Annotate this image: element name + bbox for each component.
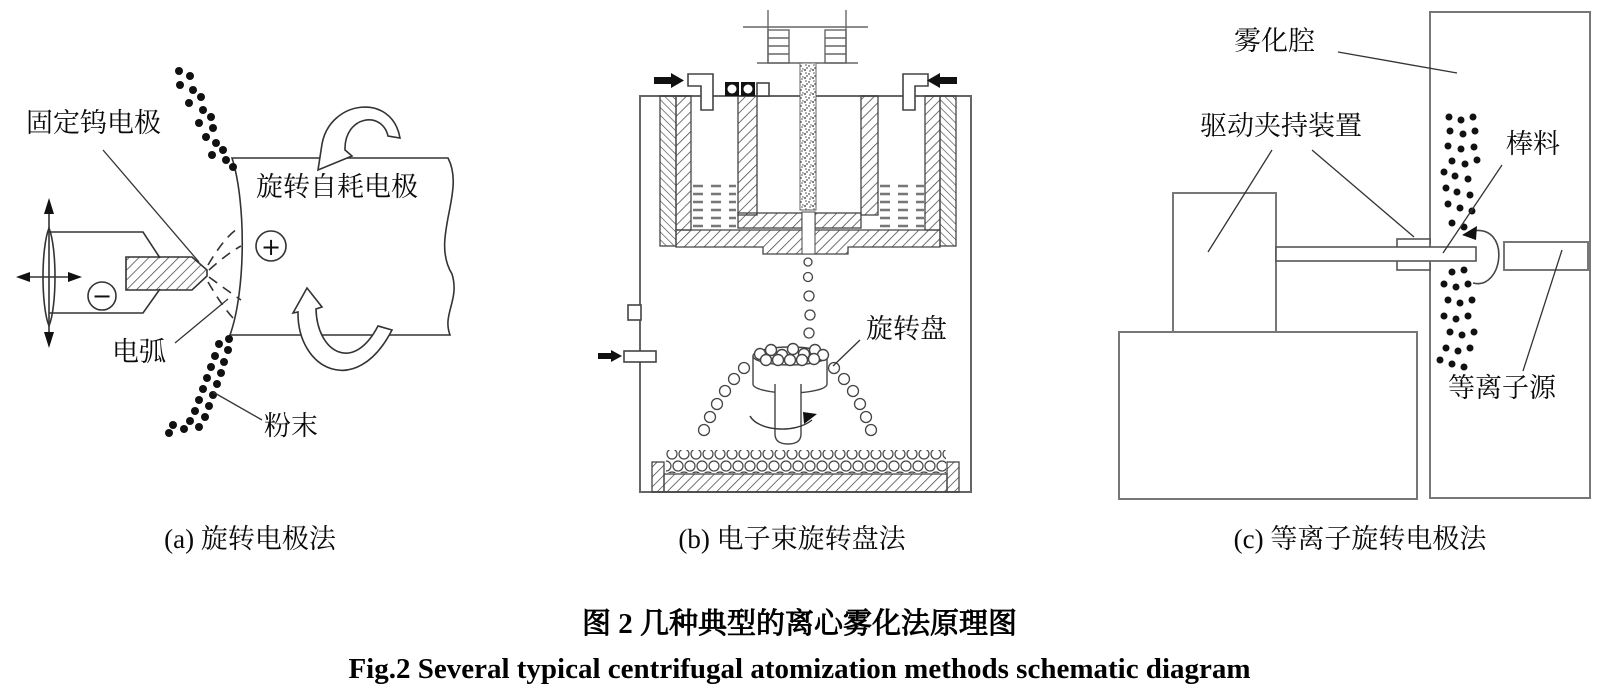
panel-c-drawing — [1119, 12, 1590, 499]
powder-dots-upper — [1441, 114, 1481, 231]
anode-sign: + — [260, 233, 282, 261]
falling-droplets — [804, 258, 816, 338]
plasma-source-box — [1504, 242, 1588, 270]
rotating-disk — [750, 344, 829, 445]
panel-b-drawing — [598, 10, 971, 492]
label-electric-arc: 电弧 — [112, 337, 166, 367]
base-box — [1119, 332, 1417, 499]
feed-rollers — [725, 82, 769, 96]
label-atomization-chamber: 雾化腔 — [1234, 26, 1315, 56]
powder-dots-bottom — [165, 335, 233, 437]
label-bar-stock: 棒料 — [1506, 129, 1560, 159]
label-powder: 粉末 — [264, 411, 318, 441]
rotating-disk-leader — [833, 340, 860, 366]
electric-arc-dashes — [208, 229, 241, 318]
label-rotating-disk: 旋转盘 — [866, 314, 947, 344]
electron-beam-gun — [743, 10, 868, 63]
label-drive-clamping-device: 驱动夹持装置 — [1200, 111, 1362, 141]
caption-panel-c: (c) 等离子旋转电极法 — [1233, 524, 1487, 554]
feed-rod — [800, 63, 816, 210]
electrode-position-crosshair — [16, 198, 82, 348]
cathode-sign: − — [91, 282, 113, 310]
figure-caption-zh: 图 2 几种典型的离心雾化法原理图 — [581, 608, 1017, 640]
label-fixed-tungsten-electrode: 固定钨电极 — [26, 108, 161, 138]
figure-caption-en: Fig.2 Several typical centrifugal atomization methods schematic diagram — [348, 653, 1251, 685]
label-rotating-consumable-electrode: 旋转自耗电极 — [256, 172, 418, 202]
powder-dots-top — [175, 67, 237, 171]
tungsten-electrode-rod — [126, 257, 207, 290]
label-plasma-source: 等离子源 — [1448, 373, 1556, 403]
caption-panel-a: (a) 旋转电极法 — [164, 524, 336, 554]
powder-tray — [652, 450, 959, 492]
side-port — [598, 305, 656, 362]
powder-dots-lower — [1437, 267, 1478, 371]
caption-panel-b: (b) 电子束旋转盘法 — [678, 524, 906, 554]
drive-device-box — [1173, 193, 1276, 332]
